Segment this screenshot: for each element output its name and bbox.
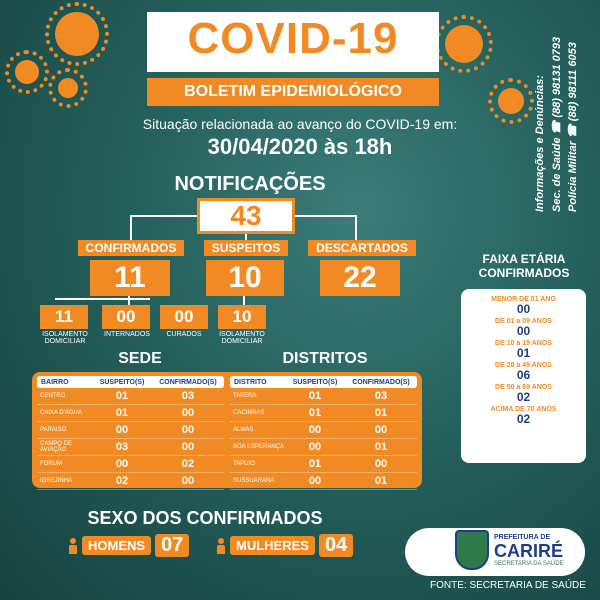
distritos-header [230,376,417,388]
table-cell-confirmados: 00 [181,475,195,487]
faixa-value: 00 [516,302,531,316]
homens-value: 07 [155,534,189,557]
table-cell-suspeitos: 01 [115,390,129,402]
internados-value: 00 [102,305,150,329]
table-cell-confirmados: 00 [374,424,388,436]
sede-title: SEDE [118,350,162,367]
connector [355,215,357,240]
table-cell-name: ALMAS [233,427,254,433]
table-cell-suspeitos: 02 [115,475,129,487]
homens-group [68,534,189,557]
table-cell-name: IGREJINHA [40,478,73,484]
subtitle-banner: BOLETIM EPIDEMIOLÓGICO [147,78,439,106]
connector [295,215,355,217]
table-cell-suspeitos: 01 [308,407,322,419]
table-row [230,439,417,456]
virus-icon [55,12,99,56]
descartados-value: 22 [320,260,400,296]
table-row [37,388,224,405]
isolamento-susp-value: 10 [218,305,266,329]
table-cell-suspeitos: 00 [115,458,129,470]
suspeitos-label: SUSPEITOS [204,240,288,256]
table-cell-suspeitos: 00 [308,441,322,453]
table-cell-name: TAPUIO [233,461,255,467]
isolamento-susp-label: ISOLAMENTO DOMICILIAR [219,331,265,345]
table-cell-confirmados: 03 [374,390,388,402]
contacts-title: Informações e Denúncias: [534,75,546,212]
table-cell-name: TAPERA [233,393,257,399]
descartados-label: DESCARTADOS [308,240,416,256]
contact-police: Polícia Militar ☎ (88) 98111 6053 [567,42,579,212]
woman-icon [216,538,226,554]
mulheres-label: MULHERES [230,536,315,555]
sexo-title: SEXO DOS CONFIRMADOS [87,508,323,528]
faixa-value: 01 [516,346,531,360]
sede-col-bairro: BAIRRO [41,378,69,386]
distritos-col-distrito: DISTRITO [234,378,267,386]
distritos-col-confirmados: CONFIRMADO(S) [352,378,410,386]
table-cell-confirmados: 01 [374,407,388,419]
table-row [230,456,417,473]
faixa-label: DE 20 a 49 ANOS [495,362,552,369]
table-row [230,405,417,422]
sede-col-confirmados: CONFIRMADO(S) [159,378,217,386]
curados-label: CURADOS [166,331,202,338]
coat-of-arms-icon [455,530,489,570]
faixa-title: FAIXA ETÁRIA CONFIRMADOS [478,252,570,280]
internados-label: INTERNADOS [104,331,150,338]
faixa-label: MENOR DE 01 ANO [491,296,556,303]
table-cell-name: FORUM [40,461,62,467]
situation-text: Situação relacionada ao avanço do COVID-19 em: [142,116,458,132]
table-cell-confirmados: 00 [374,458,388,470]
mulheres-group [216,534,353,557]
table-cell-name: CACIMBAS [233,410,265,416]
logo-text2: CARIRÉ [494,541,564,561]
table-cell-confirmados: 00 [181,441,195,453]
connector [130,215,132,240]
table-cell-confirmados: 01 [374,475,388,487]
curados-value: 00 [160,305,208,329]
contact-health: Sec. de Saúde ☎ (88) 98131 0793 [551,36,563,212]
faixa-label: DE 10 a 19 ANOS [495,340,552,347]
faixa-panel [461,289,586,463]
connector [130,215,197,217]
faixa-value: 02 [516,390,531,404]
table-row [230,473,417,490]
virus-icon [15,60,39,84]
connector [55,298,150,300]
table-cell-name: SUSSUARANA [233,478,275,484]
tables-panel [32,372,422,488]
table-cell-confirmados: 00 [181,424,195,436]
table-row [37,456,224,473]
table-row [230,388,417,405]
table-row [37,439,224,456]
confirmados-label: CONFIRMADOS [78,240,184,256]
table-cell-confirmados: 00 [181,407,195,419]
virus-icon [58,78,78,98]
isolamento-label: ISOLAMENTO DOMICILIAR [42,331,88,345]
report-date: 30/04/2020 às 18h [207,134,393,159]
virus-icon [498,88,524,114]
table-row [37,405,224,422]
table-cell-confirmados: 03 [181,390,195,402]
table-cell-name: CAMPO DE AVIAÇÃO [40,441,73,453]
sede-col-suspeitos: SUSPEITO(S) [99,378,145,386]
faixa-value: 06 [516,368,531,382]
table-row [230,422,417,439]
fonte-text: FONTE: SECRETARIA DE SAÚDE [430,580,586,591]
table-cell-confirmados: 01 [374,441,388,453]
table-row [37,473,224,490]
table-cell-suspeitos: 01 [308,390,322,402]
table-cell-suspeitos: 01 [115,407,129,419]
faixa-value: 00 [516,324,531,338]
isolamento-value: 11 [40,305,88,329]
table-cell-suspeitos: 00 [115,424,129,436]
homens-label: HOMENS [82,536,151,555]
table-cell-name: CENTRO [40,393,66,399]
table-cell-confirmados: 02 [181,458,195,470]
logo-text3: SECRETARIA DA SAÚDE [494,561,564,567]
table-cell-name: CAIXA D'ÁGUA [40,410,82,416]
faixa-label: DE 50 a 69 ANOS [495,384,552,391]
table-cell-suspeitos: 00 [308,475,322,487]
man-icon [68,538,78,554]
confirmados-value: 11 [90,260,170,296]
table-cell-name: BOA ESPERANÇA [233,444,285,450]
table-cell-suspeitos: 00 [308,424,322,436]
page-title: COVID-19 [187,14,399,63]
faixa-label: DE 01 a 09 ANOS [495,318,552,325]
distritos-col-suspeitos: SUSPEITO(S) [292,378,338,386]
sede-table [37,376,224,490]
mulheres-value: 04 [319,534,353,557]
distritos-table [230,376,417,490]
table-row [37,422,224,439]
table-cell-name: PARAISO [40,427,67,433]
table-cell-suspeitos: 03 [115,441,129,453]
sede-header [37,376,224,388]
virus-icon [445,25,483,63]
suspeitos-value: 10 [206,260,284,296]
faixa-value: 02 [516,412,531,426]
table-cell-suspeitos: 01 [308,458,322,470]
logo-text1: PREFEITURA DE [494,534,551,541]
notificacoes-value: 43 [197,198,295,234]
faixa-label: ACIMA DE 70 ANOS [490,406,557,413]
distritos-title: DISTRITOS [282,350,368,367]
notificacoes-label: NOTIFICAÇÕES [174,173,326,195]
